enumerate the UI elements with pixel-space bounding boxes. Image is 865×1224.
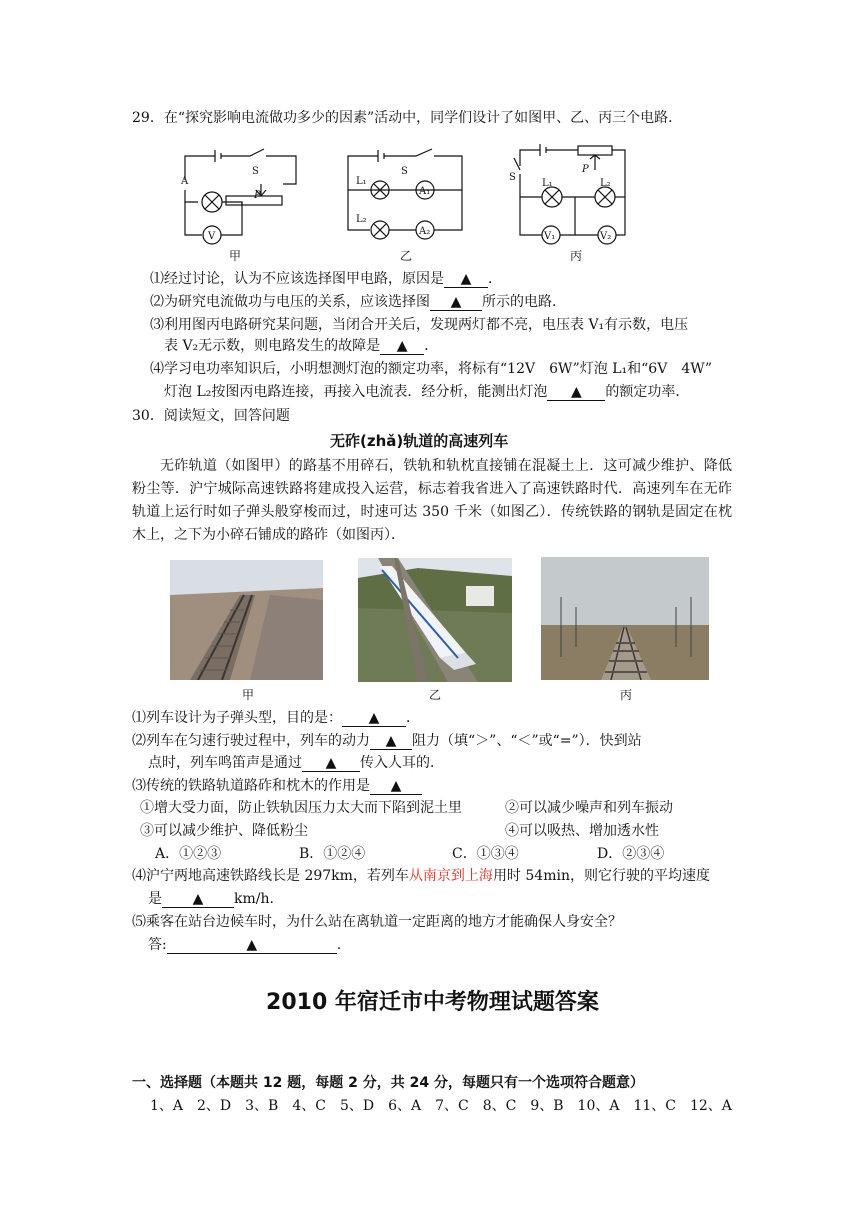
q30-choice-D: D．②③④ bbox=[597, 846, 665, 862]
q30-option-2: ②可以减少噪声和列车振动 bbox=[505, 800, 673, 816]
photo-label-jia: 甲 bbox=[241, 688, 254, 702]
q29-sub1: ⑴经过讨论，认为不应该选择图甲电路，原因是 ▲ ． bbox=[150, 271, 502, 287]
q29-sub2: ⑵为研究电流做功与电压的关系，应该选择图 ▲ 所示的电路． bbox=[150, 294, 566, 310]
q29-sub4-line2: 灯泡 L₂按图丙电路连接，再接入电流表．经分析，能测出灯泡 ▲ 的额定功率． bbox=[164, 384, 690, 400]
label-L2: L₂ bbox=[356, 214, 367, 225]
circuit-yi bbox=[348, 149, 462, 239]
answer-blank: ▲ bbox=[370, 733, 412, 750]
q30-sub5: ⑸乘客在站台边候车时，为什么站在离轨道一定距离的地方才能确保人身安全？ bbox=[132, 914, 622, 930]
answer-blank: ▲ bbox=[370, 778, 422, 795]
label-S: S bbox=[401, 166, 408, 177]
photo-label-bing: 丙 bbox=[619, 688, 632, 702]
q29-sub4-line1: ⑷学习电功率知识后，小明想测灯泡的额定功率，将标有“12V 6W”灯泡 L₁和“6V 4W” bbox=[150, 361, 713, 377]
answer-blank: ▲ bbox=[380, 338, 424, 355]
q30-option-3: ③可以减少维护、降低粉尘 bbox=[140, 823, 308, 839]
q30-stem: 30．阅读短文，回答问题 bbox=[132, 408, 290, 424]
q29-sub3-line2: 表 V₂无示数，则电路发生的故障是 ▲ ． bbox=[164, 338, 439, 354]
answer-blank: ▲ bbox=[302, 755, 360, 772]
q30-option-1: ①增大受力面，防止铁轨因压力太大而下陷到泥土里 bbox=[140, 800, 462, 816]
photo-traditional-track bbox=[541, 557, 709, 680]
photo-label-yi: 乙 bbox=[428, 688, 441, 702]
answers-section1-heading: 一、选择题（本题共 12 题，每题 2 分，共 24 分，每题只有一个选项符合题意） bbox=[132, 1075, 644, 1091]
circuit-bing bbox=[514, 144, 625, 244]
label-L1: L₁ bbox=[542, 178, 553, 189]
answer-blank: ▲ bbox=[547, 384, 605, 401]
label-A2: A₂ bbox=[419, 226, 431, 237]
label-A: A bbox=[181, 176, 189, 187]
photo-high-speed-train bbox=[358, 558, 512, 682]
answer-blank: ▲ bbox=[444, 271, 488, 288]
q30-choice-B: B．①②④ bbox=[299, 846, 366, 862]
q30-sub4-line1: ⑷沪宁两地高速铁路线长是 297km，若列车从南京到上海用时 54min，则它行驶的平均速度 bbox=[132, 868, 710, 884]
fig-label-bing: 丙 bbox=[569, 249, 582, 263]
fig-label-jia: 甲 bbox=[228, 249, 241, 263]
answer-blank: ▲ bbox=[167, 937, 337, 954]
q30-choice-A: A．①②③ bbox=[155, 846, 222, 862]
q30-sub2-line1: ⑵列车在匀速行驶过程中，列车的动力 ▲ 阻力（填“＞”、“＜”或“=”）．快到站 bbox=[132, 733, 642, 749]
label-S: S bbox=[509, 172, 516, 183]
answer-blank: ▲ bbox=[162, 891, 234, 908]
label-P: P bbox=[254, 190, 261, 201]
label-A1: A₁ bbox=[419, 186, 431, 197]
q30-answer-line: 答: ▲ . bbox=[148, 937, 342, 953]
answers-key-list: 1、A 2、D 3、B 4、C 5、D 6、A 7、C 8、C 9、B 10、A 11、C 12、A bbox=[150, 1098, 732, 1114]
circuit-jia bbox=[185, 149, 296, 244]
label-V2: V₂ bbox=[600, 231, 612, 242]
q30-choice-C: C．①③④ bbox=[452, 846, 519, 862]
q30-sub4-line2: 是 ▲ km/h. bbox=[148, 891, 274, 907]
photo-ballastless-track bbox=[170, 560, 323, 680]
answers-title: 2010 年宿迁市中考物理试题答案 bbox=[266, 990, 599, 1015]
q29-sub3-line1: ⑶利用图丙电路研究某问题，当闭合开关后，发现两灯都不亮，电压表 V₁有示数，电压 bbox=[150, 317, 689, 333]
q30-paragraph: 无砟轨道（如图甲）的路基不用碎石，铁轨和轨枕直接铺在混凝土上．这可减少维护、降低粉尘等．沪宁城际高速铁路将建成投入运营，标志着我省进入了高速铁路时代．高速列车在无砟轨道上运行时如子弹头般穿梭而过，时速可达 350 千米（如图乙）．传统铁路的钢轨是固定在枕木上，之下为小碎石铺成的路砟（如图丙）． bbox=[132, 458, 732, 543]
answer-blank: ▲ bbox=[342, 710, 406, 727]
q30-sub1: ⑴列车设计为子弹头型，目的是： ▲ ． bbox=[132, 710, 420, 726]
q29-stem: 29．在“探究影响电流做功多少的因素”活动中，同学们设计了如图甲、乙、丙三个电路． bbox=[132, 110, 683, 126]
q30-option-4: ④可以吸热、增加透水性 bbox=[505, 823, 659, 839]
label-L2: L₂ bbox=[600, 178, 611, 189]
fig-label-yi: 乙 bbox=[399, 249, 412, 263]
label-S: S bbox=[252, 166, 259, 177]
q30-sub3: ⑶传统的铁路轨道路砟和枕木的作用是 ▲ bbox=[132, 776, 422, 796]
q30-article-title: 无砟(zhǎ)轨道的高速列车 bbox=[330, 432, 509, 450]
label-P: P bbox=[582, 164, 589, 175]
q30-sub2-line2: 点时，列车鸣笛声是通过 ▲ 传入人耳的． bbox=[148, 755, 444, 771]
answer-blank: ▲ bbox=[430, 294, 482, 311]
label-V: V bbox=[208, 231, 216, 242]
label-L1: L₁ bbox=[356, 176, 367, 187]
label-V1: V₁ bbox=[544, 231, 556, 242]
